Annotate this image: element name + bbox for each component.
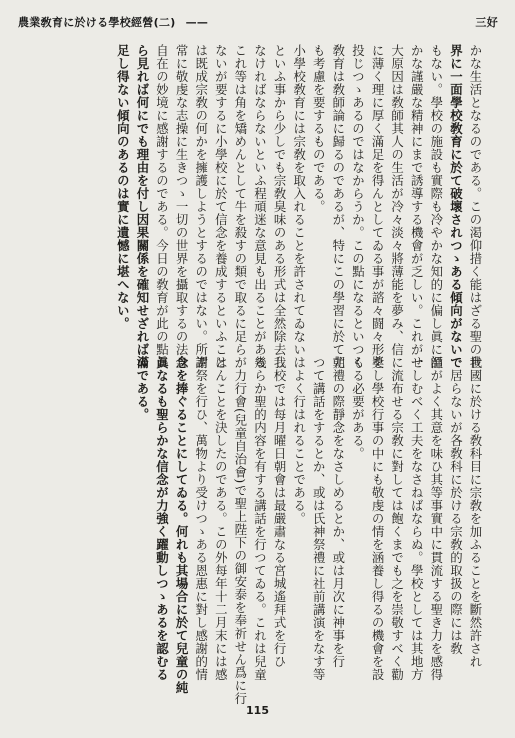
text-line: が力行會(兒童自治會)で聖上陛下の御安泰を奉祈せん爲に行 xyxy=(232,356,248,705)
text-line: これ等は角を矯めんとして牛を殺すの類で取るに足ら xyxy=(232,44,248,356)
text-line: 幾らか聖的内容を有する講話を行つてゐる。これは兒童 xyxy=(252,356,268,681)
text-line: は既成宗敎の何かを擁護しようとするのではない。所謂 xyxy=(193,44,209,369)
page-number: 115 xyxy=(246,704,269,717)
text-line: かな生活となるのである。この渇仰措く能はざる聖の世 xyxy=(468,44,483,369)
text-line: といふ事から少しでも宗敎臭味のある形式は全然除去し xyxy=(272,44,288,369)
text-line: 謝祭を行ひ、萬物より受けつゝある恩惠に對し感謝的情 xyxy=(193,356,209,681)
text-line: くる必要がある。 xyxy=(350,356,366,460)
text-line: 界に一面學校敎育に於て破壞されつゝある傾向がないで xyxy=(448,44,464,369)
text-line: て居らないが各敎科に於ける宗敎的取扱の際には敎 xyxy=(448,356,464,655)
text-line: ないが要するに小學校に於て信念を養成するといふこと xyxy=(213,44,229,369)
text-line: 自在の妙境に感謝するのである。今日の敎育が此の點か xyxy=(154,44,170,369)
header-title: 農業敎育に於ける學校經營(二) xyxy=(18,16,176,29)
header-author: 三好 xyxy=(475,16,498,29)
running-header xyxy=(18,14,498,30)
text-line: つて講話をするとか、或は氏神祭禮に社前講演をなす等 xyxy=(311,356,327,681)
text-line: 我國に於ける敎科目に宗敎を加ふることを斷然許され xyxy=(468,356,483,668)
text-line: のである。 xyxy=(134,356,150,421)
text-line: なければならないといふ程頑迷な意見も出ることがある xyxy=(252,44,268,369)
text-line: かな謹嚴な精神にまで誘導する機會が乏しい。これが一 xyxy=(409,44,425,369)
text-line: 朝禮の際靜念をなさしめるとか、或は月次に神事を行 xyxy=(330,356,346,668)
text-line: 師がよく其意を味ひ其等事實中に貫流する聖き力を感得 xyxy=(428,356,444,681)
text-line: に薄く理に厚く滿足を得んとしてゐる事が諮々闘々形を xyxy=(370,44,386,369)
text-line: はよく行はれることである。 xyxy=(291,356,307,525)
text-line: 常に敬虔な志操に生きつゝ一切の世界を攝取するの法身 xyxy=(174,44,190,369)
upper-text-block xyxy=(113,44,485,369)
lower-text-block xyxy=(132,356,485,705)
text-line: 眞なるも聖らかな信念が力強く躍動しつゝあるを認むる xyxy=(154,356,170,681)
text-line: に流布せる宗敎に對しては飽くまでも之を崇敬すべく勸 xyxy=(389,356,405,681)
text-line: せしむべく工夫をなさねばならぬ。學校としては其地方 xyxy=(409,356,425,681)
text-line: ら見れば何にでも理由を付し因果關係を確知せざれば滿 xyxy=(134,44,150,369)
text-line: も考慮を要するものである。 xyxy=(311,44,327,213)
text-line: もない。學校の施設も實際も冷やかな知的に偏し眞に溫 xyxy=(428,44,444,369)
text-line: 奬し學校行事の中にも敬虔の情を涵養し得るの機會を設 xyxy=(370,356,386,681)
text-line: 我校では每月曜日朝會は最嚴肅なる宮城遙拜式を行ひ xyxy=(272,356,288,668)
header-dash: —— xyxy=(185,16,209,29)
text-line: 足し得ない傾向のあるのは實に遺憾に堪へない。 xyxy=(115,44,131,330)
text-line: 念を捧ぐることにしてゐる。何れも其場合に於て兒童の純 xyxy=(174,356,190,694)
text-line: 大原因は敎師其人の生活が冷々淡々將薄能を夢み、信 xyxy=(389,44,405,356)
text-line: はんことを決したのである。この外每年十二月末には感 xyxy=(213,356,229,681)
text-line: 敎育は敎師論に歸るのであるが、特にこの學習に於て尤 xyxy=(330,44,346,369)
text-line: 小學校敎育には宗敎を取入れることを許されてゐない xyxy=(291,44,307,356)
text-line: 投じつゝあるのではなからうか。この點になるといつも xyxy=(350,44,366,369)
